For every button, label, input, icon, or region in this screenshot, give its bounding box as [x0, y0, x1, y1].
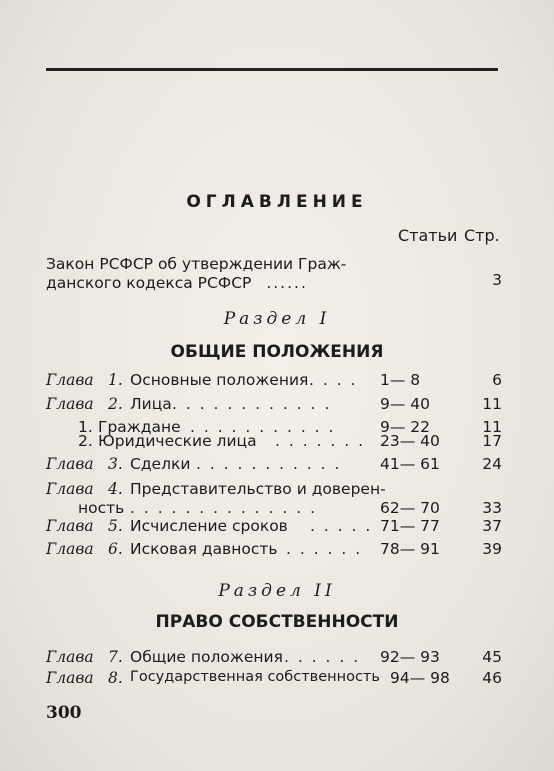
toc-row: [0, 395, 554, 419]
chapter-number: 2.: [108, 395, 123, 413]
section-1-label: Раздел I: [223, 309, 331, 329]
chapter-title: Сделки: [130, 455, 191, 473]
law-title-line2: [46, 274, 308, 292]
toc-row: [0, 669, 554, 693]
toc-row: [0, 517, 554, 541]
page-number: 17: [482, 432, 502, 450]
chapter-number: 8.: [108, 669, 123, 687]
articles-range: 9— 22: [380, 418, 431, 436]
articles-range: 94— 98: [390, 669, 450, 687]
glava-label: Глава: [46, 648, 94, 666]
chapter-number: 6.: [108, 540, 123, 558]
page-folio: 300: [46, 703, 82, 723]
subsection-number: 2.: [78, 432, 93, 450]
chapter-number: 4.: [108, 480, 123, 498]
dot-leader: . . . . . . . . . . .: [190, 418, 336, 436]
articles-range: 71— 77: [380, 517, 440, 535]
top-rule: [46, 68, 498, 71]
section-2-label: Раздел II: [218, 581, 336, 601]
articles-range: 62— 70: [380, 499, 440, 517]
dot-leader: . . . . .: [310, 517, 373, 535]
chapter-number: 3.: [108, 455, 123, 473]
toc-row: [0, 432, 554, 456]
law-leader: ......: [266, 274, 308, 292]
page-number: 45: [482, 648, 502, 666]
subsection-title: Юридические лица: [98, 432, 257, 450]
toc-row: [0, 371, 554, 395]
dot-leader: . . . . . . . . . . .: [196, 455, 342, 473]
toc-title: ОГЛАВЛЕНИЕ: [186, 192, 368, 212]
chapter-title: Лица: [130, 395, 172, 413]
dot-leader: . . . . . . . . . . . . . .: [130, 499, 318, 517]
glava-label: Глава: [46, 540, 94, 558]
articles-range: 41— 61: [380, 455, 440, 473]
page-number: 6: [492, 371, 502, 389]
glava-label: Глава: [46, 395, 94, 413]
articles-range: 1— 8: [380, 371, 421, 389]
dot-leader: . . . . . .: [286, 540, 363, 558]
articles-range: 78— 91: [380, 540, 440, 558]
toc-row: [0, 540, 554, 564]
glava-label: Глава: [46, 669, 94, 687]
page-number: 24: [482, 455, 502, 473]
subsection-title: Граждане: [98, 418, 181, 436]
law-title-text: данского кодекса РСФСР: [46, 274, 252, 292]
subsection-number: 1.: [78, 418, 93, 436]
section-2-heading: ПРАВО СОБСТВЕННОСТИ: [155, 612, 399, 632]
articles-range: 9— 40: [380, 395, 431, 413]
glava-label: Глава: [46, 371, 94, 389]
chapter-title-continued: ность: [78, 499, 125, 517]
col-pages-header: Стр.: [464, 226, 500, 245]
glava-label: Глава: [46, 517, 94, 535]
page-number: 37: [482, 517, 502, 535]
glava-label: Глава: [46, 455, 94, 473]
chapter-title: Государственная собственность: [130, 669, 380, 685]
chapter-number: 7.: [108, 648, 123, 666]
dot-leader: . . . . . .: [284, 648, 361, 666]
section-1-heading: ОБЩИЕ ПОЛОЖЕНИЯ: [170, 342, 384, 362]
page-number: 11: [482, 418, 502, 436]
page-number: 39: [482, 540, 502, 558]
chapter-title: Основные положения: [130, 371, 309, 389]
articles-range: 23— 40: [380, 432, 440, 450]
chapter-title: Представительство и доверен-: [130, 480, 386, 498]
col-articles-header: Статьи: [398, 226, 458, 245]
law-page: 3: [492, 271, 502, 289]
chapter-number: 1.: [108, 371, 123, 389]
dot-leader: . . . . . . .: [275, 432, 366, 450]
chapter-number: 5.: [108, 517, 123, 535]
chapter-title: Общие положения: [130, 648, 283, 666]
chapter-title: Исчисление сроков: [130, 517, 288, 535]
law-title-line1: Закон РСФСР об утверждении Граж-: [46, 255, 347, 273]
page-number: 11: [482, 395, 502, 413]
glava-label: Глава: [46, 480, 94, 498]
chapter-title: Исковая давность: [130, 540, 278, 558]
page-number: 46: [482, 669, 502, 687]
toc-row: [0, 455, 554, 479]
page-number: 33: [482, 499, 502, 517]
articles-range: 92— 93: [380, 648, 440, 666]
dot-leader: . . . . . . . . . . . .: [172, 395, 332, 413]
dot-leader: . . . .: [309, 371, 358, 389]
